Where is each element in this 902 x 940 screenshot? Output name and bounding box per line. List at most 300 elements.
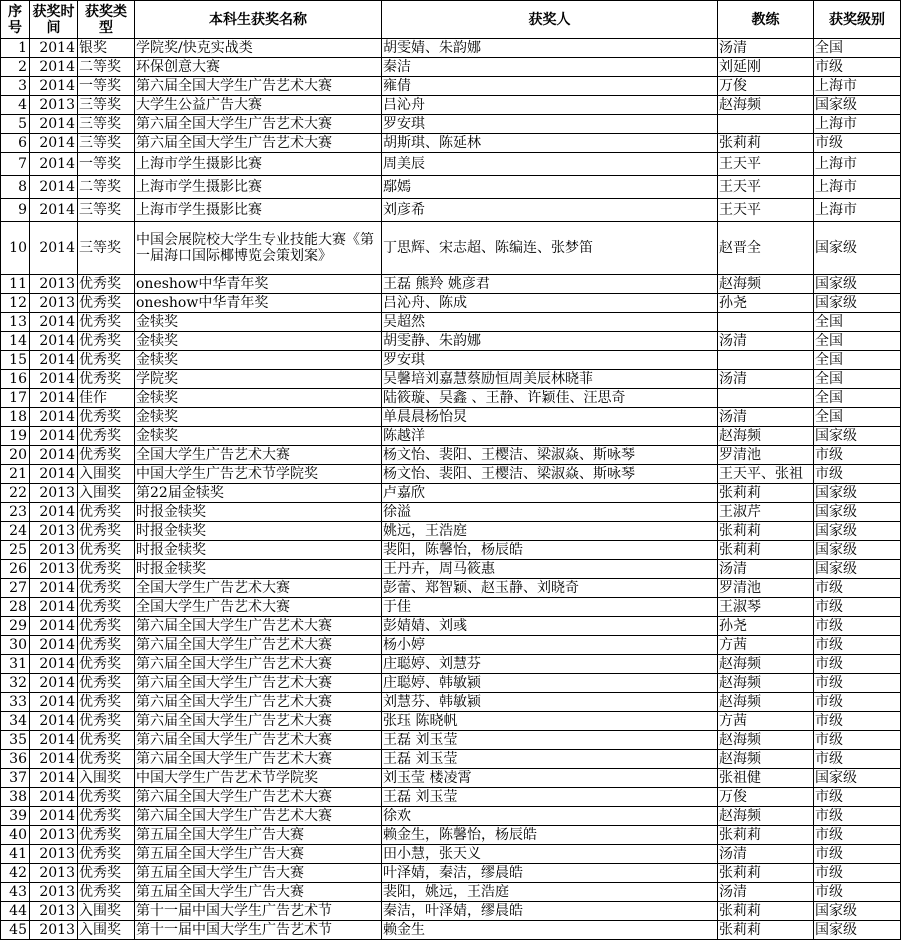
table-row xyxy=(1,222,901,275)
cell-award-name: 第六届全国大学生广告艺术大赛 xyxy=(135,731,382,750)
cell-level: 市级 xyxy=(814,598,901,617)
cell-index: 24 xyxy=(1,522,30,541)
table-row xyxy=(1,522,901,541)
cell-index: 10 xyxy=(1,222,30,275)
cell-type: 入围奖 xyxy=(78,902,135,921)
cell-award-name: 学院奖/快克实战类 xyxy=(135,39,382,58)
header-row xyxy=(1,1,901,39)
table-row xyxy=(1,503,901,522)
cell-year: 2014 xyxy=(30,77,78,96)
cell-level: 市级 xyxy=(814,826,901,845)
cell-index: 27 xyxy=(1,579,30,598)
cell-year: 2014 xyxy=(30,674,78,693)
cell-winners: 胡斯琪、陈延林 xyxy=(382,134,718,153)
cell-index: 9 xyxy=(1,199,30,222)
cell-coach: 赵海频 xyxy=(718,275,814,294)
cell-award-name: 金犊奖 xyxy=(135,389,382,408)
cell-award-name: 第五届全国大学生广告大赛 xyxy=(135,864,382,883)
cell-type: 优秀奖 xyxy=(78,579,135,598)
cell-award-name: 金犊奖 xyxy=(135,351,382,370)
table-row xyxy=(1,427,901,446)
cell-type: 优秀奖 xyxy=(78,408,135,427)
cell-type: 入围奖 xyxy=(78,484,135,503)
table-row xyxy=(1,826,901,845)
cell-index: 21 xyxy=(1,465,30,484)
cell-winners: 田小慧，张天义 xyxy=(382,845,718,864)
cell-year: 2013 xyxy=(30,921,78,940)
cell-level: 国家级 xyxy=(814,275,901,294)
cell-year: 2013 xyxy=(30,484,78,503)
cell-index: 32 xyxy=(1,674,30,693)
cell-level: 市级 xyxy=(814,845,901,864)
cell-award-name: 第22届金犊奖 xyxy=(135,484,382,503)
cell-winners: 王丹卉，周马筱惠 xyxy=(382,560,718,579)
cell-year: 2013 xyxy=(30,902,78,921)
table-row xyxy=(1,313,901,332)
cell-type: 佳作 xyxy=(78,389,135,408)
cell-level: 市级 xyxy=(814,446,901,465)
cell-coach: 万俊 xyxy=(718,77,814,96)
cell-index: 8 xyxy=(1,176,30,199)
table-row xyxy=(1,370,901,389)
cell-index: 12 xyxy=(1,294,30,313)
cell-year: 2014 xyxy=(30,693,78,712)
cell-winners: 杨文怡、裴阳、王樱洁、梁淑焱、斯咏琴 xyxy=(382,446,718,465)
cell-index: 14 xyxy=(1,332,30,351)
cell-index: 3 xyxy=(1,77,30,96)
cell-level: 市级 xyxy=(814,617,901,636)
header-level: 获奖级别 xyxy=(814,1,901,39)
cell-type: 优秀奖 xyxy=(78,845,135,864)
cell-award-name: 第五届全国大学生广告大赛 xyxy=(135,883,382,902)
cell-award-name: 第六届全国大学生广告艺术大赛 xyxy=(135,655,382,674)
cell-level: 国家级 xyxy=(814,96,901,115)
cell-winners: 吴馨培刘嘉慧蔡励恒周美辰林晓菲 xyxy=(382,370,718,389)
cell-coach xyxy=(718,351,814,370)
cell-type: 优秀奖 xyxy=(78,351,135,370)
cell-coach: 张莉莉 xyxy=(718,484,814,503)
cell-year: 2014 xyxy=(30,332,78,351)
cell-winners: 王磊 熊羚 姚彦君 xyxy=(382,275,718,294)
cell-winners: 秦洁 xyxy=(382,58,718,77)
cell-type: 优秀奖 xyxy=(78,427,135,446)
cell-award-name: 第六届全国大学生广告艺术大赛 xyxy=(135,712,382,731)
cell-index: 37 xyxy=(1,769,30,788)
cell-coach: 王天平 xyxy=(718,153,814,176)
cell-index: 1 xyxy=(1,39,30,58)
cell-index: 23 xyxy=(1,503,30,522)
cell-type: 优秀奖 xyxy=(78,617,135,636)
cell-coach: 刘延刚 xyxy=(718,58,814,77)
cell-coach: 赵晋全 xyxy=(718,222,814,275)
cell-award-name: 全国大学生广告艺术大赛 xyxy=(135,579,382,598)
cell-winners: 刘慧芬、韩敏颍 xyxy=(382,693,718,712)
cell-year: 2014 xyxy=(30,370,78,389)
cell-coach: 孙尧 xyxy=(718,294,814,313)
cell-award-name: oneshow中华青年奖 xyxy=(135,275,382,294)
cell-award-name: 学院奖 xyxy=(135,370,382,389)
cell-award-name: 金犊奖 xyxy=(135,313,382,332)
cell-year: 2014 xyxy=(30,389,78,408)
table-row xyxy=(1,96,901,115)
table-row xyxy=(1,845,901,864)
cell-type: 优秀奖 xyxy=(78,275,135,294)
cell-type: 二等奖 xyxy=(78,58,135,77)
cell-award-name: 中国大学生广告艺术节学院奖 xyxy=(135,465,382,484)
cell-year: 2013 xyxy=(30,883,78,902)
cell-year: 2013 xyxy=(30,864,78,883)
cell-level: 全国 xyxy=(814,408,901,427)
cell-year: 2013 xyxy=(30,560,78,579)
cell-year: 2014 xyxy=(30,351,78,370)
cell-award-name: 环保创意大赛 xyxy=(135,58,382,77)
table-row xyxy=(1,883,901,902)
cell-level: 上海市 xyxy=(814,199,901,222)
cell-coach: 王天平、张祖 xyxy=(718,465,814,484)
cell-award-name: 金犊奖 xyxy=(135,332,382,351)
header-year: 获奖时间 xyxy=(30,1,78,39)
cell-index: 38 xyxy=(1,788,30,807)
cell-winners: 庄聪婷、刘慧芬 xyxy=(382,655,718,674)
cell-award-name: 时报金犊奖 xyxy=(135,560,382,579)
cell-index: 16 xyxy=(1,370,30,389)
cell-winners: 周美辰 xyxy=(382,153,718,176)
cell-index: 11 xyxy=(1,275,30,294)
cell-coach: 赵海频 xyxy=(718,674,814,693)
cell-award-name: 金犊奖 xyxy=(135,427,382,446)
cell-level: 国家级 xyxy=(814,522,901,541)
cell-index: 44 xyxy=(1,902,30,921)
cell-year: 2014 xyxy=(30,115,78,134)
cell-index: 28 xyxy=(1,598,30,617)
cell-winners: 王磊 刘玉莹 xyxy=(382,788,718,807)
cell-winners: 单晨晨杨怡炅 xyxy=(382,408,718,427)
cell-index: 26 xyxy=(1,560,30,579)
cell-level: 全国 xyxy=(814,313,901,332)
cell-type: 优秀奖 xyxy=(78,655,135,674)
cell-year: 2014 xyxy=(30,58,78,77)
cell-index: 36 xyxy=(1,750,30,769)
table-row xyxy=(1,655,901,674)
cell-index: 35 xyxy=(1,731,30,750)
table-row xyxy=(1,769,901,788)
cell-year: 2014 xyxy=(30,199,78,222)
cell-level: 市级 xyxy=(814,807,901,826)
cell-type: 优秀奖 xyxy=(78,693,135,712)
cell-winners: 吕沁舟、陈成 xyxy=(382,294,718,313)
cell-winners: 吕沁舟 xyxy=(382,96,718,115)
cell-award-name: 第六届全国大学生广告艺术大赛 xyxy=(135,77,382,96)
cell-index: 39 xyxy=(1,807,30,826)
cell-winners: 鄢嫣 xyxy=(382,176,718,199)
cell-year: 2014 xyxy=(30,408,78,427)
cell-level: 全国 xyxy=(814,332,901,351)
cell-winners: 罗安琪 xyxy=(382,351,718,370)
cell-coach: 赵海频 xyxy=(718,731,814,750)
cell-year: 2013 xyxy=(30,275,78,294)
cell-winners: 赖金生 xyxy=(382,921,718,940)
cell-index: 31 xyxy=(1,655,30,674)
cell-type: 优秀奖 xyxy=(78,560,135,579)
cell-level: 国家级 xyxy=(814,503,901,522)
cell-year: 2014 xyxy=(30,712,78,731)
table-row xyxy=(1,484,901,503)
cell-type: 优秀奖 xyxy=(78,294,135,313)
cell-coach: 张莉莉 xyxy=(718,134,814,153)
cell-level: 上海市 xyxy=(814,153,901,176)
cell-type: 优秀奖 xyxy=(78,541,135,560)
cell-level: 国家级 xyxy=(814,541,901,560)
cell-level: 市级 xyxy=(814,788,901,807)
header-name: 本科生获奖名称 xyxy=(135,1,382,39)
cell-award-name: 全国大学生广告艺术大赛 xyxy=(135,446,382,465)
cell-type: 三等奖 xyxy=(78,199,135,222)
cell-index: 5 xyxy=(1,115,30,134)
cell-coach: 赵海频 xyxy=(718,750,814,769)
table-row xyxy=(1,176,901,199)
cell-winners: 秦洁，叶泽婧，缪晨皓 xyxy=(382,902,718,921)
cell-award-name: 金犊奖 xyxy=(135,408,382,427)
table-row xyxy=(1,77,901,96)
table-row xyxy=(1,294,901,313)
cell-type: 优秀奖 xyxy=(78,883,135,902)
cell-type: 二等奖 xyxy=(78,176,135,199)
cell-coach: 张莉莉 xyxy=(718,541,814,560)
cell-type: 三等奖 xyxy=(78,134,135,153)
cell-year: 2013 xyxy=(30,845,78,864)
cell-type: 优秀奖 xyxy=(78,788,135,807)
cell-award-name: 大学生公益广告大赛 xyxy=(135,96,382,115)
table-row xyxy=(1,788,901,807)
cell-coach: 王淑芹 xyxy=(718,503,814,522)
table-row xyxy=(1,731,901,750)
cell-index: 7 xyxy=(1,153,30,176)
cell-type: 三等奖 xyxy=(78,96,135,115)
table-row xyxy=(1,275,901,294)
cell-winners: 庄聪婷、韩敏颍 xyxy=(382,674,718,693)
cell-coach: 汤清 xyxy=(718,39,814,58)
cell-winners: 裴阳，姚远，王浩庭 xyxy=(382,883,718,902)
cell-coach: 方茜 xyxy=(718,712,814,731)
table-row xyxy=(1,750,901,769)
cell-coach: 汤清 xyxy=(718,370,814,389)
cell-award-name: 第六届全国大学生广告艺术大赛 xyxy=(135,115,382,134)
cell-index: 34 xyxy=(1,712,30,731)
cell-award-name: 第十一届中国大学生广告艺术节 xyxy=(135,921,382,940)
cell-index: 19 xyxy=(1,427,30,446)
cell-level: 国家级 xyxy=(814,222,901,275)
cell-level: 国家级 xyxy=(814,484,901,503)
cell-coach xyxy=(718,115,814,134)
header-winners: 获奖人 xyxy=(382,1,718,39)
cell-year: 2013 xyxy=(30,294,78,313)
cell-winners: 张珏 陈晓帆 xyxy=(382,712,718,731)
cell-level: 全国 xyxy=(814,351,901,370)
cell-coach: 赵海频 xyxy=(718,693,814,712)
cell-award-name: 第十一届中国大学生广告艺术节 xyxy=(135,902,382,921)
cell-index: 45 xyxy=(1,921,30,940)
cell-winners: 胡雯静、朱韵娜 xyxy=(382,332,718,351)
cell-type: 优秀奖 xyxy=(78,636,135,655)
cell-level: 市级 xyxy=(814,750,901,769)
cell-year: 2014 xyxy=(30,655,78,674)
table-row xyxy=(1,408,901,427)
cell-index: 2 xyxy=(1,58,30,77)
cell-level: 市级 xyxy=(814,883,901,902)
table-row xyxy=(1,465,901,484)
cell-winners: 陆筱璇、吴鑫 、王静、许颖佳、汪思奇 xyxy=(382,389,718,408)
cell-year: 2014 xyxy=(30,465,78,484)
cell-winners: 王磊 刘玉莹 xyxy=(382,750,718,769)
cell-winners: 徐欢 xyxy=(382,807,718,826)
cell-award-name: 第六届全国大学生广告艺术大赛 xyxy=(135,693,382,712)
table-row xyxy=(1,153,901,176)
cell-coach: 张祖健 xyxy=(718,769,814,788)
cell-coach: 王淑琴 xyxy=(718,598,814,617)
cell-type: 入围奖 xyxy=(78,769,135,788)
table-row xyxy=(1,332,901,351)
table-row xyxy=(1,39,901,58)
cell-level: 全国 xyxy=(814,389,901,408)
cell-level: 国家级 xyxy=(814,769,901,788)
cell-year: 2014 xyxy=(30,446,78,465)
cell-year: 2014 xyxy=(30,788,78,807)
cell-type: 优秀奖 xyxy=(78,750,135,769)
cell-winners: 雍倩 xyxy=(382,77,718,96)
cell-winners: 罗安琪 xyxy=(382,115,718,134)
cell-level: 市级 xyxy=(814,579,901,598)
cell-year: 2014 xyxy=(30,579,78,598)
cell-type: 一等奖 xyxy=(78,153,135,176)
header-index: 序号 xyxy=(1,1,30,39)
cell-year: 2013 xyxy=(30,522,78,541)
cell-level: 市级 xyxy=(814,58,901,77)
table-row xyxy=(1,199,901,222)
cell-level: 上海市 xyxy=(814,77,901,96)
cell-year: 2014 xyxy=(30,750,78,769)
table-row xyxy=(1,902,901,921)
cell-coach: 孙尧 xyxy=(718,617,814,636)
cell-award-name: 中国大学生广告艺术节学院奖 xyxy=(135,769,382,788)
cell-type: 优秀奖 xyxy=(78,674,135,693)
cell-award-name: 时报金犊奖 xyxy=(135,503,382,522)
cell-coach: 汤清 xyxy=(718,408,814,427)
cell-award-name: oneshow中华青年奖 xyxy=(135,294,382,313)
cell-level: 市级 xyxy=(814,636,901,655)
cell-coach: 罗清池 xyxy=(718,579,814,598)
cell-level: 上海市 xyxy=(814,176,901,199)
cell-level: 国家级 xyxy=(814,427,901,446)
table-row xyxy=(1,115,901,134)
cell-level: 国家级 xyxy=(814,294,901,313)
cell-coach: 王天平 xyxy=(718,199,814,222)
cell-year: 2014 xyxy=(30,176,78,199)
header-type: 获奖类型 xyxy=(78,1,135,39)
cell-winners: 刘玉莹 楼凌霄 xyxy=(382,769,718,788)
cell-award-name: 时报金犊奖 xyxy=(135,541,382,560)
cell-coach: 赵海频 xyxy=(718,96,814,115)
cell-award-name: 第六届全国大学生广告艺术大赛 xyxy=(135,788,382,807)
cell-award-name: 第六届全国大学生广告艺术大赛 xyxy=(135,807,382,826)
cell-year: 2014 xyxy=(30,807,78,826)
cell-year: 2013 xyxy=(30,96,78,115)
table-row xyxy=(1,58,901,77)
cell-winners: 徐溢 xyxy=(382,503,718,522)
cell-index: 30 xyxy=(1,636,30,655)
cell-year: 2013 xyxy=(30,541,78,560)
cell-year: 2014 xyxy=(30,39,78,58)
cell-winners: 于佳 xyxy=(382,598,718,617)
cell-level: 国家级 xyxy=(814,902,901,921)
cell-type: 优秀奖 xyxy=(78,598,135,617)
cell-index: 17 xyxy=(1,389,30,408)
cell-award-name: 第五届全国大学生广告大赛 xyxy=(135,826,382,845)
cell-coach: 张莉莉 xyxy=(718,921,814,940)
cell-index: 4 xyxy=(1,96,30,115)
table-row xyxy=(1,674,901,693)
cell-winners: 胡雯婧、朱韵娜 xyxy=(382,39,718,58)
cell-winners: 丁思辉、宋志超、陈编连、张梦笛 xyxy=(382,222,718,275)
cell-year: 2014 xyxy=(30,313,78,332)
cell-coach: 汤清 xyxy=(718,845,814,864)
cell-index: 25 xyxy=(1,541,30,560)
table-row xyxy=(1,579,901,598)
cell-year: 2014 xyxy=(30,153,78,176)
cell-winners: 杨小婷 xyxy=(382,636,718,655)
cell-winners: 姚远，王浩庭 xyxy=(382,522,718,541)
cell-award-name: 上海市学生摄影比赛 xyxy=(135,199,382,222)
cell-index: 43 xyxy=(1,883,30,902)
cell-type: 优秀奖 xyxy=(78,807,135,826)
cell-winners: 陈越洋 xyxy=(382,427,718,446)
cell-coach: 赵海频 xyxy=(718,427,814,446)
cell-coach: 汤清 xyxy=(718,560,814,579)
cell-level: 市级 xyxy=(814,655,901,674)
table-row xyxy=(1,446,901,465)
cell-award-name: 时报金犊奖 xyxy=(135,522,382,541)
cell-level: 国家级 xyxy=(814,921,901,940)
cell-award-name: 第六届全国大学生广告艺术大赛 xyxy=(135,134,382,153)
cell-year: 2014 xyxy=(30,427,78,446)
cell-level: 市级 xyxy=(814,674,901,693)
cell-coach xyxy=(718,313,814,332)
cell-winners: 王磊 刘玉莹 xyxy=(382,731,718,750)
cell-coach xyxy=(718,389,814,408)
cell-year: 2014 xyxy=(30,731,78,750)
cell-index: 6 xyxy=(1,134,30,153)
header-coach: 教练 xyxy=(718,1,814,39)
cell-year: 2014 xyxy=(30,636,78,655)
cell-type: 入围奖 xyxy=(78,921,135,940)
cell-level: 市级 xyxy=(814,712,901,731)
cell-coach: 万俊 xyxy=(718,788,814,807)
cell-award-name: 上海市学生摄影比赛 xyxy=(135,153,382,176)
cell-index: 33 xyxy=(1,693,30,712)
cell-coach: 张莉莉 xyxy=(718,522,814,541)
cell-index: 29 xyxy=(1,617,30,636)
cell-year: 2014 xyxy=(30,617,78,636)
cell-coach: 赵海频 xyxy=(718,655,814,674)
table-row xyxy=(1,617,901,636)
cell-coach: 罗清池 xyxy=(718,446,814,465)
cell-index: 41 xyxy=(1,845,30,864)
cell-level: 市级 xyxy=(814,134,901,153)
cell-type: 银奖 xyxy=(78,39,135,58)
cell-index: 42 xyxy=(1,864,30,883)
cell-level: 市级 xyxy=(814,864,901,883)
cell-winners: 叶泽婧，秦洁，缪晨皓 xyxy=(382,864,718,883)
cell-award-name: 上海市学生摄影比赛 xyxy=(135,176,382,199)
